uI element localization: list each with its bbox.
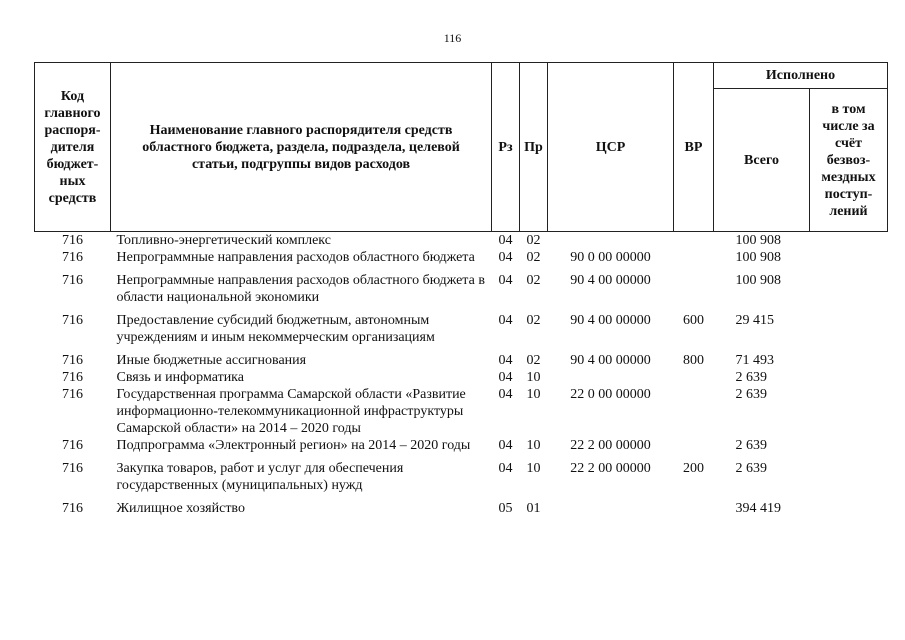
row-code: 716 — [62, 353, 83, 368]
row-csr: 90 4 00 00000 — [570, 353, 651, 368]
row-code: 716 — [62, 273, 83, 288]
row-rz: 04 — [498, 370, 513, 385]
row-name: Связь и информатика — [116, 370, 244, 385]
row-pr: 10 — [526, 461, 541, 476]
row-total: 71 493 — [735, 353, 774, 368]
row-code: 716 — [62, 370, 83, 385]
row-name: Закупка товаров, работ и услуг для обеспечения государственных (муниципальных) нужд — [116, 461, 404, 493]
table-row — [35, 272, 888, 312]
row-pr: 10 — [526, 370, 541, 385]
row-gratis — [810, 437, 888, 460]
table-row — [35, 312, 888, 352]
row-total: 2 639 — [735, 387, 767, 402]
table-row — [35, 249, 888, 272]
row-gratis — [810, 352, 888, 369]
table-row — [35, 352, 888, 369]
row-pr: 02 — [526, 250, 541, 265]
row-vr — [674, 249, 714, 272]
row-code: 716 — [62, 250, 83, 265]
table-row — [35, 232, 888, 250]
table-row — [35, 437, 888, 460]
row-name: Подпрограмма «Электронный регион» на 2014 – 2020 годы — [116, 438, 471, 453]
row-name: Непрограммные направления расходов областного бюджета в области национальной экономики — [116, 273, 485, 305]
row-total: 100 908 — [735, 233, 781, 248]
row-name: Иные бюджетные ассигнования — [116, 353, 307, 368]
table-row — [35, 386, 888, 437]
row-gratis — [810, 460, 888, 500]
header-gratis: в том числе за счёт безвоз-мездных поступ-лений — [810, 89, 888, 232]
row-csr: 22 0 00 00000 — [570, 387, 651, 402]
page-number: 116 — [443, 31, 462, 45]
row-vr — [674, 500, 714, 517]
row-total: 29 415 — [735, 313, 774, 328]
row-pr: 01 — [526, 501, 541, 516]
header-total: Всего — [714, 89, 810, 232]
header-pr: Пр — [520, 63, 548, 232]
row-rz: 04 — [498, 233, 513, 248]
row-gratis — [810, 369, 888, 386]
header-vr: ВР — [674, 63, 714, 232]
row-rz: 04 — [498, 250, 513, 265]
row-vr — [674, 232, 714, 250]
row-vr — [674, 437, 714, 460]
row-csr: 90 0 00 00000 — [570, 250, 651, 265]
row-rz: 04 — [498, 273, 513, 288]
row-code: 716 — [62, 313, 83, 328]
row-total: 100 908 — [735, 250, 781, 265]
row-vr — [674, 272, 714, 312]
row-name: Жилищное хозяйство — [116, 501, 245, 516]
row-code: 716 — [62, 438, 83, 453]
row-gratis — [810, 232, 888, 250]
row-gratis — [810, 500, 888, 517]
row-code: 716 — [62, 233, 83, 248]
row-csr — [548, 232, 674, 250]
header-code: Код главного распоря-дителя бюджет-ных средств — [35, 63, 111, 232]
header-name: Наименование главного распорядителя средств областного бюджета, раздела, подраздела, целевой статьи, подгруппы видов расходов — [111, 63, 492, 232]
row-gratis — [810, 249, 888, 272]
row-name: Предоставление субсидий бюджетным, автономным учреждениям и иным некоммерческим организациям — [116, 313, 435, 345]
row-rz: 04 — [498, 461, 513, 476]
row-vr: 800 — [683, 353, 704, 368]
row-vr — [674, 369, 714, 386]
row-vr — [674, 386, 714, 437]
row-pr: 02 — [526, 313, 541, 328]
row-csr: 22 2 00 00000 — [570, 461, 651, 476]
row-csr: 90 4 00 00000 — [570, 313, 651, 328]
header-executed: Исполнено — [714, 63, 888, 89]
row-code: 716 — [62, 501, 83, 516]
row-total: 2 639 — [735, 370, 767, 385]
row-total: 100 908 — [735, 273, 781, 288]
row-name: Государственная программа Самарской области «Развитие информационно-телекоммуникационной инфраструктуры Самарской области» на 2014 – 2020 годы — [116, 387, 466, 436]
row-total: 394 419 — [735, 501, 781, 516]
row-csr — [548, 500, 674, 517]
table-row — [35, 460, 888, 500]
header-csr: ЦСР — [548, 63, 674, 232]
budget-table — [34, 62, 888, 517]
table-row — [35, 500, 888, 517]
row-rz: 05 — [498, 501, 513, 516]
row-gratis — [810, 272, 888, 312]
row-pr: 02 — [526, 233, 541, 248]
row-csr: 22 2 00 00000 — [570, 438, 651, 453]
row-rz: 04 — [498, 387, 513, 402]
row-csr: 90 4 00 00000 — [570, 273, 651, 288]
table-row — [35, 369, 888, 386]
row-pr: 02 — [526, 273, 541, 288]
row-rz: 04 — [498, 353, 513, 368]
row-pr: 10 — [526, 438, 541, 453]
row-vr: 600 — [683, 313, 704, 328]
row-total: 2 639 — [735, 438, 767, 453]
row-total: 2 639 — [735, 461, 767, 476]
row-csr — [548, 369, 674, 386]
row-pr: 02 — [526, 353, 541, 368]
row-name: Непрограммные направления расходов областного бюджета — [116, 250, 475, 265]
row-code: 716 — [62, 461, 83, 476]
row-gratis — [810, 312, 888, 352]
row-rz: 04 — [498, 313, 513, 328]
row-rz: 04 — [498, 438, 513, 453]
header-rz: Рз — [492, 63, 520, 232]
row-gratis — [810, 386, 888, 437]
row-code: 716 — [62, 387, 83, 402]
row-vr: 200 — [683, 461, 704, 476]
row-pr: 10 — [526, 387, 541, 402]
row-name: Топливно-энергетический комплекс — [116, 233, 331, 248]
